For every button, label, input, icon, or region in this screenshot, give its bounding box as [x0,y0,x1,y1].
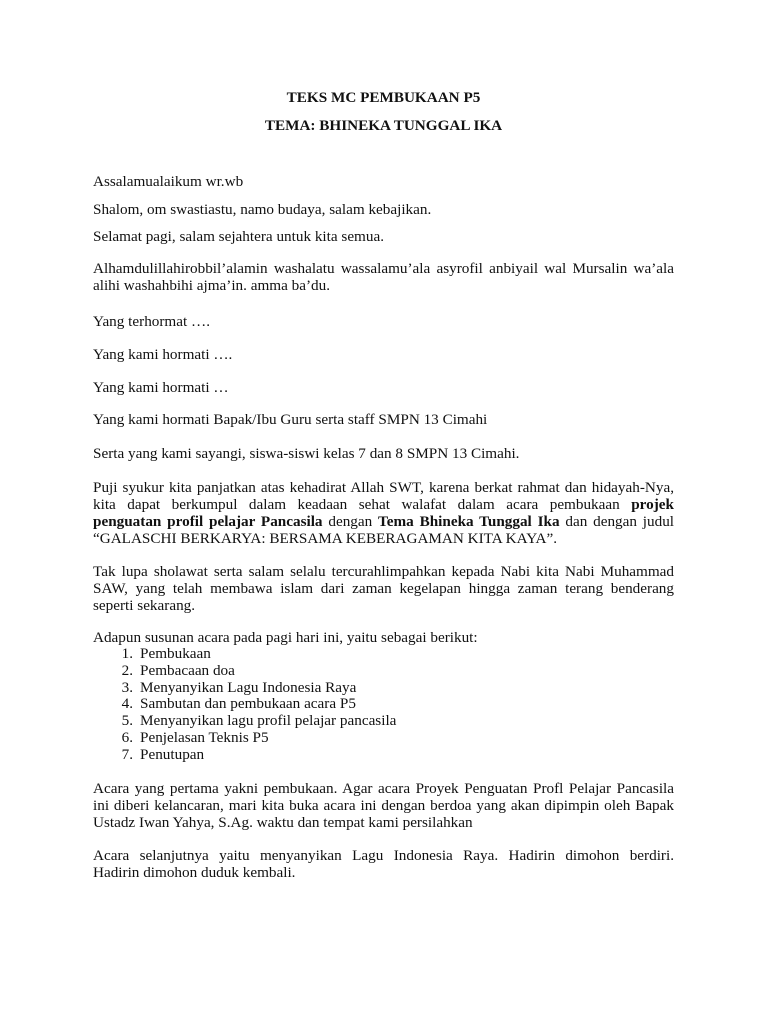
first-event-line-3: Ustadz Iwan Yahya, S.Ag. waktu dan tempat kami persilahkan [93,814,473,831]
sholawat-line-2: SAW, yang telah membawa islam dari zaman kegelapan hingga zaman terang benderang [93,580,674,597]
next-event-line-2: Hadirin dimohon duduk kembali. [93,864,296,881]
hamdalah-line-1: Alhamdulillahirobbil’alamin washalatu wassalamu’ala asyrofil anbiyail wal Mursalin wa’ala [93,260,674,277]
agenda-number: 3. [121,678,133,696]
document-title: TEKS MC PEMBUKAAN P5 [286,89,481,106]
respect-line-5: Serta yang kami sayangi, siswa-siswi kelas 7 dan 8 SMPN 13 Cimahi. [93,445,520,462]
gratitude-dengan: dengan [328,513,373,530]
agenda-list [93,646,674,764]
agenda-item [93,730,674,747]
document-body [93,0,674,1024]
agenda-text: Pembacaan doa [140,661,235,679]
agenda-text: Sambutan dan pembukaan acara P5 [140,695,356,713]
agenda-item [93,646,674,663]
agenda-number: 1. [121,645,133,662]
agenda-number: 5. [121,712,133,730]
agenda-text: Penjelasan Teknis P5 [140,728,269,746]
agenda-number: 6. [121,728,133,746]
gratitude-line-3 [93,513,674,530]
respect-line-4: Yang kami hormati Bapak/Ibu Guru serta staff SMPN 13 Cimahi [93,411,488,428]
agenda-intro: Adapun susunan acara pada pagi hari ini, yaitu sebagai berikut: [93,629,478,646]
document-theme: TEMA: BHINEKA TUNGGAL IKA [264,117,503,134]
respect-line-3: Yang kami hormati … [93,379,229,396]
next-event-paragraph [93,847,674,881]
first-event-line-1: Acara yang pertama yakni pembukaan. Agar acara Proyek Penguatan Profl Pelajar Pancasila [93,780,674,797]
sholawat-line-1: Tak lupa sholawat serta salam selalu tercurahlimpahkan kepada Nabi kita Nabi Muhammad [93,563,674,580]
agenda-number: 2. [121,661,133,679]
agenda-text: Menyanyikan lagu profil pelajar pancasila [140,712,397,730]
first-event-line-2: ini diberi kelancaran, mari kita buka acara ini dengan berdoa yang akan dipimpin oleh Bapak [93,797,674,814]
agenda-number: 4. [121,695,133,713]
gratitude-paragraph [93,479,674,547]
respect-line-1: Yang terhormat …. [93,313,210,330]
gratitude-bold-projek: projek [631,496,674,513]
gratitude-bold-profil: penguatan profil pelajar Pancasila [93,513,323,530]
agenda-item [93,713,674,730]
gratitude-line-4: “GALASCHI BERKARYA: BERSAMA KEBERAGAMAN KITA KAYA”. [93,530,557,547]
first-event-paragraph [93,780,674,831]
gratitude-line-1: Puji syukur kita panjatkan atas kehadirat Allah SWT, karena berkat rahmat dan hidayah-Nya, [93,479,674,496]
hamdalah-line-2: alihi washahbihi ajma’in. amma ba’du. [93,277,331,294]
agenda-item [93,696,674,713]
agenda-number: 7. [121,745,133,763]
agenda-text: Pembukaan [140,645,211,662]
sholawat-line-3: seperti sekarang. [93,597,196,614]
agenda-item [93,663,674,680]
gratitude-bold-tema: Tema Bhineka Tunggal Ika [378,513,560,530]
gratitude-judul: dan dengan judul [565,513,675,530]
next-event-line-1: Acara selanjutnya yaitu menyanyikan Lagu Indonesia Raya. Hadirin dimohon berdiri. [93,847,674,864]
gratitude-line-2 [93,496,674,513]
agenda-item [93,680,674,697]
greeting-interfaith: Shalom, om swastiastu, namo budaya, salam kebajikan. [93,201,432,218]
sholawat-paragraph [93,563,674,614]
respect-line-2: Yang kami hormati …. [93,346,233,363]
greeting-morning: Selamat pagi, salam sejahtera untuk kita semua. [93,228,385,245]
agenda-text: Menyanyikan Lagu Indonesia Raya [140,678,357,696]
greeting-salam: Assalamualaikum wr.wb [93,173,244,190]
agenda-item [93,747,674,764]
agenda-text: Penutupan [140,745,205,763]
gratitude-line-2-text: kita dapat berkumpul dalam keadaan sehat walafat dalam acara pembukaan [93,496,620,513]
hamdalah-paragraph [93,260,674,294]
